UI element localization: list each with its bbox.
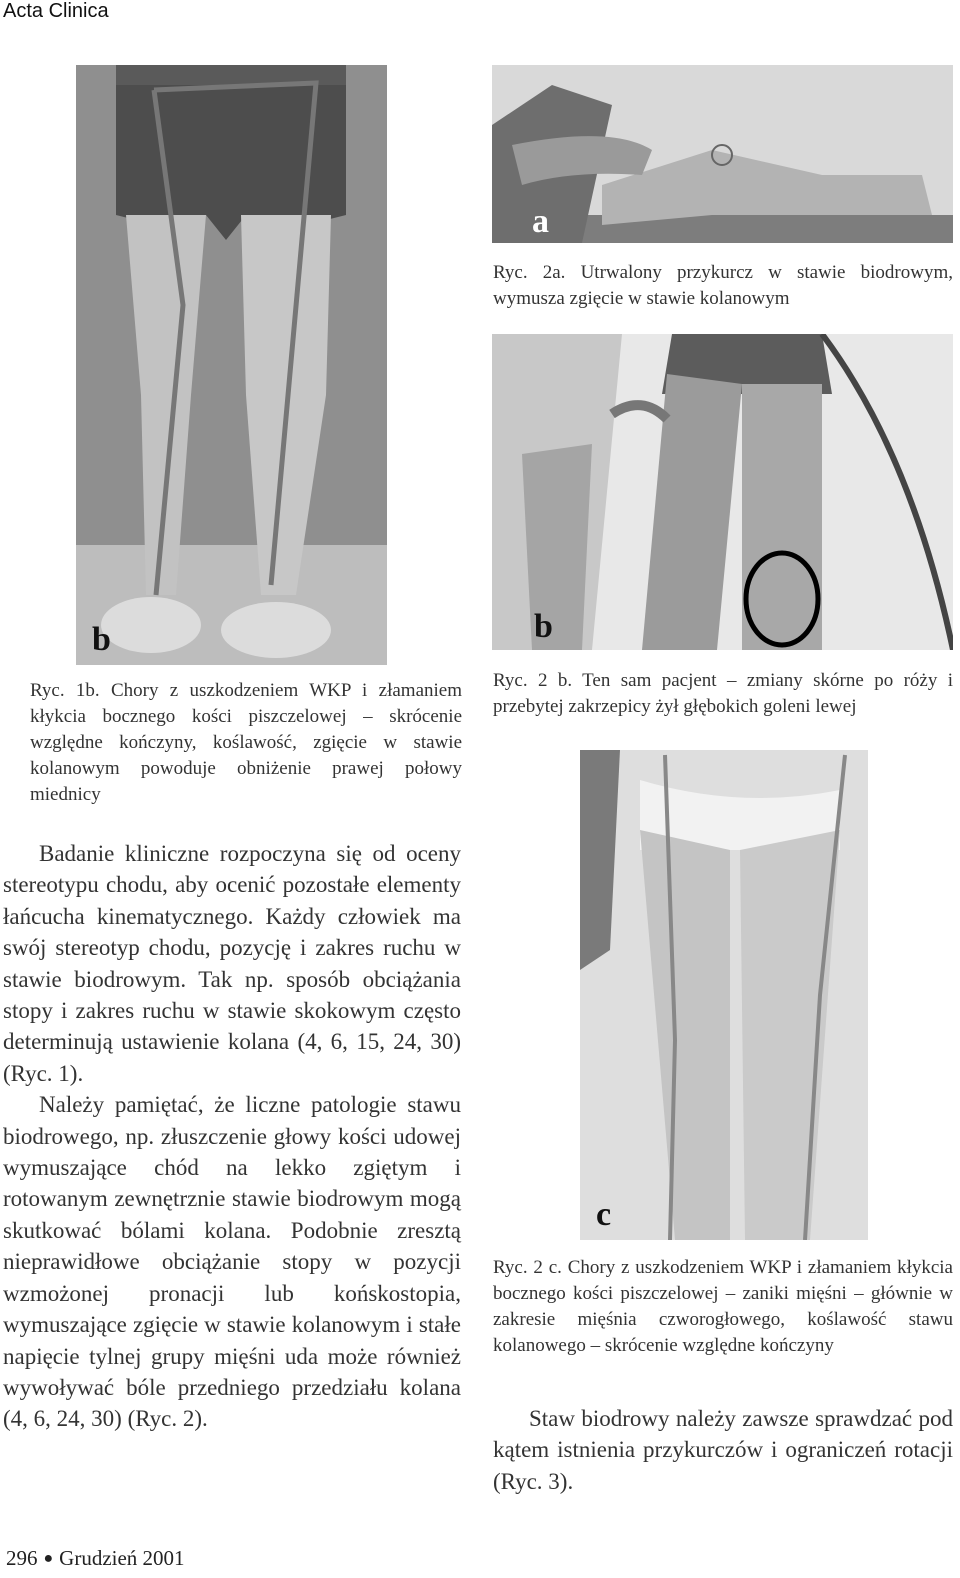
figure-2b-photo — [492, 334, 953, 650]
journal-title: Acta Clinica — [3, 0, 109, 22]
body-text-left — [3, 838, 461, 1435]
page-number: 296 — [6, 1546, 38, 1570]
figure-2a-caption: Ryc. 2a. Utrwalony przykurcz w stawie biodrowym, wymusza zgięcie w stawie kolanowym — [493, 262, 953, 309]
figure-2a-letter: a — [532, 203, 549, 240]
page-footer — [6, 1546, 185, 1571]
issue-date: Grudzień 2001 — [59, 1546, 185, 1570]
figure-1b-photo — [76, 65, 387, 665]
legs-frontal-illustration — [580, 750, 868, 1240]
figure-2b-caption: Ryc. 2 b. Ten sam pacjent – zmiany skórne po róży i przebytej zakrzepicy żył głębokich goleni lewej — [493, 670, 953, 717]
legs-standing-illustration — [76, 65, 387, 665]
figure-1b-letter: b — [92, 621, 111, 658]
lying-patient-illustration — [492, 65, 953, 243]
figure-2c-caption: Ryc. 2 c. Chory z uszkodzeniem WKP i złamaniem kłykcia bocznego kości piszczelowej – zaniki mięśni – głównie w zakresie mięśnia czworogłowego, koślawość stawu kolanowego – skrócenie względne kończyny — [493, 1257, 953, 1356]
figure-2a-photo — [492, 65, 953, 243]
figure-2c-photo — [580, 750, 868, 1240]
figure-1b-caption: Ryc. 1b. Chory z uszkodzeniem WKP i złamaniem kłykcia bocznego kości piszczelowej – skrócenie względne kończyny, koślawość, zgięcie w stawie kolanowym powoduje obniżenie prawej połowy miednicy — [30, 680, 462, 805]
figure-2c-letter: c — [596, 1196, 612, 1233]
figure-2b-letter: b — [534, 608, 553, 645]
body-paragraph-3: Staw biodrowy należy zawsze sprawdzać pod kątem istnienia przykurczów i ograniczeń rotacji (Ryc. 3). — [493, 1406, 953, 1494]
body-paragraph-1: Badanie kliniczne rozpoczyna się od oceny stereotypu chodu, aby ocenić pozostałe elementy łańcucha kinematycznego. Każdy człowiek ma swój stereotyp chodu, pozycję i zakres ruchu w stawie biodrowym. Tak np. sposób obciążania stopy i zakres ruchu w stawie skokowym często determinują ustawienie kolana (4, 6, 15, 24, 30) (Ryc. 1). — [3, 841, 461, 1086]
legs-on-couch-illustration — [492, 334, 953, 650]
body-paragraph-2: Należy pamiętać, że liczne patologie stawu biodrowego, np. złuszczenie głowy kości udowej wymuszające chód na lekko zgiętym i rotowanym zewnętrznie stawie biodrowym mogą skutkować bólami kolana. Podobnie zresztą nieprawidłowe obciążanie stopy w pozycji wzmożonej pronacji lub końskostopia, wymuszające zgięcie w stawie kolanowym i stałe napięcie tylnej grupy mięśni uda może również wywoływać bóle przedniego przedziału kolana (4, 6, 24, 30) (Ryc. 2). — [3, 1092, 461, 1432]
bullet-separator: ● — [43, 1550, 54, 1567]
body-text-right — [493, 1403, 953, 1497]
